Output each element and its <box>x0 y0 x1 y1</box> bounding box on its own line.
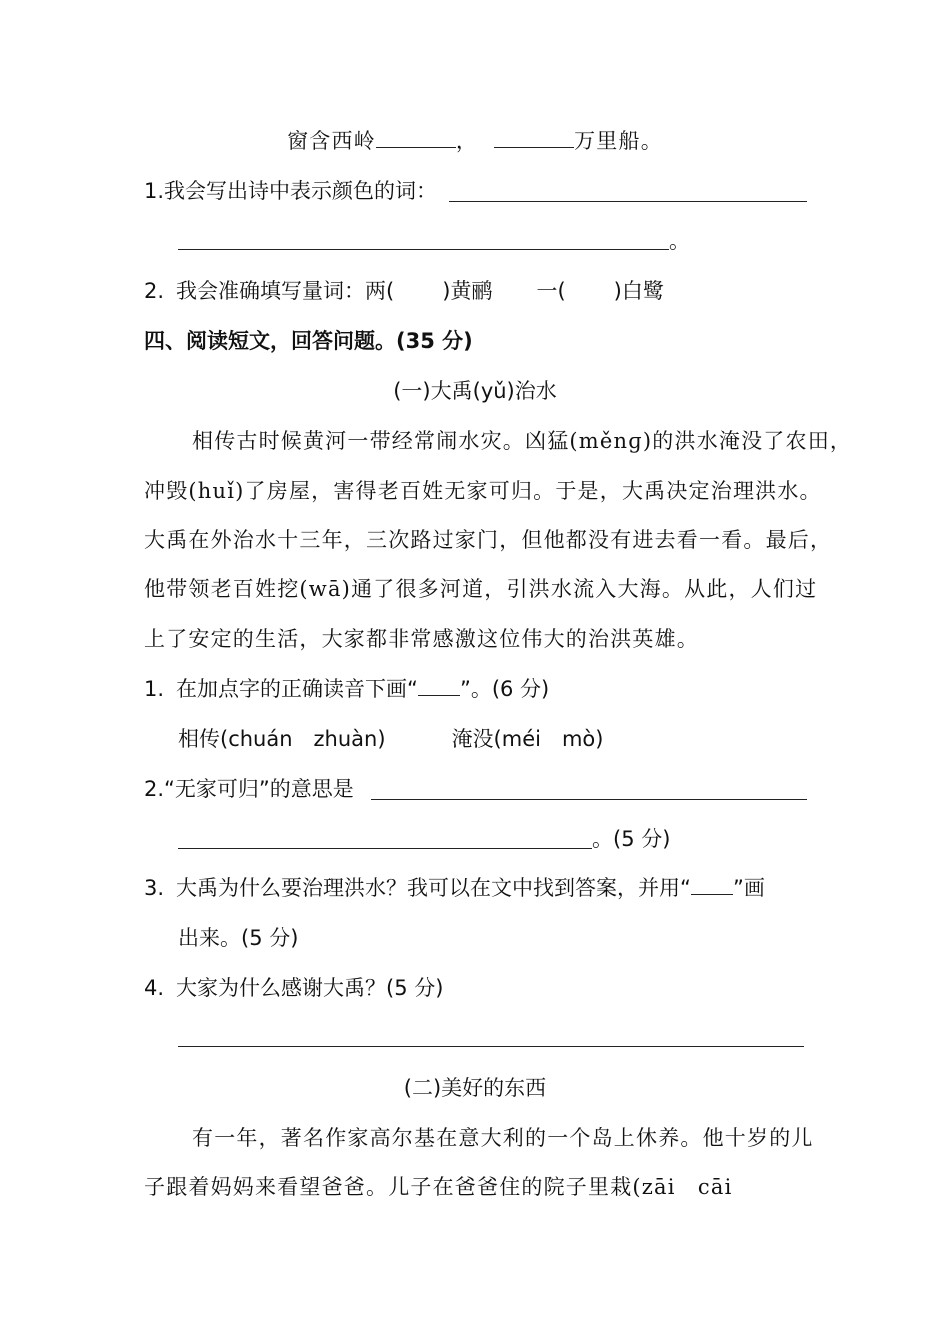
answer-line-end: 。 <box>669 229 690 253</box>
measure-blank-2: )白鹭 <box>613 279 664 303</box>
answer-blank[interactable] <box>494 127 574 148</box>
poem-sep: ， <box>455 129 479 153</box>
answer-line[interactable] <box>449 201 807 202</box>
answer-line[interactable] <box>371 799 807 800</box>
question-thanks: 4. 大家为什么感谢大禹？(5 分) <box>144 976 444 1000</box>
question-text: 我会准确填写量词：两( <box>176 279 395 303</box>
measure-blank-1: )黄鹂 <box>442 279 493 303</box>
question-colors <box>144 176 437 206</box>
poem-line <box>0 126 950 156</box>
passage-line: 有一年，著名作家高尔基在意大利的一个岛上休养。他十岁的儿 <box>192 1126 814 1150</box>
passage-line: 大禹在外治水十三年，三次路过家门，但他都没有进去看一看。最后， <box>144 528 833 552</box>
question-number: 2. <box>144 777 165 801</box>
underline-sample <box>418 675 460 696</box>
question-number: 2. <box>144 279 165 303</box>
question-pinyin: 1. 在加点字的正确读音下画“ ”。(6 分) <box>144 677 550 701</box>
option-a[interactable]: 相传(chuán zhuàn) <box>178 727 386 751</box>
answer-blank[interactable] <box>376 127 456 148</box>
option-b[interactable]: 淹没(méi mò) <box>451 727 604 751</box>
passage-title: (一)大禹(yǔ)治水 <box>393 379 557 403</box>
answer-line[interactable] <box>178 848 592 849</box>
passage-line: 他带领老百姓挖(wā)通了很多河道，引洪水流入大海。从此，人们过 <box>144 577 818 601</box>
answer-line[interactable] <box>178 1046 804 1047</box>
answer-line[interactable] <box>178 249 669 250</box>
question-number: 4. <box>144 976 165 1000</box>
passage-line: 冲毁(huǐ)了房屋，害得老百姓无家可归。于是，大禹决定治理洪水。 <box>144 479 822 503</box>
question-number: 1. <box>144 677 165 701</box>
question-number: 3. <box>144 876 165 900</box>
measure-part2: 一( <box>536 279 566 303</box>
question-text: 我会写出诗中表示颜色的词： <box>164 179 438 203</box>
question-continuation: 出来。(5 分) <box>178 926 299 950</box>
poem-left: 窗含西岭 <box>287 129 376 153</box>
passage-line: 上了安定的生活，大家都非常感激这位伟大的治洪英雄。 <box>144 627 699 651</box>
question-measure <box>144 276 664 306</box>
question-number: 1. <box>144 179 165 203</box>
passage-line: 子跟着妈妈来看望爸爸。儿子在爸爸住的院子里栽(zāi cāi <box>144 1175 733 1199</box>
passage-title: (二)美好的东西 <box>403 1076 547 1100</box>
question-why: 3. 大禹为什么要治理洪水？我可以在文中找到答案，并用“ ”画 <box>144 876 765 900</box>
passage-line: 相传古时候黄河一带经常闹水灾。凶猛(měnɡ)的洪水淹没了农田， <box>192 429 853 453</box>
underline-sample <box>691 874 733 895</box>
section-title: 四、阅读短文，回答问题。(35 分) <box>144 329 473 353</box>
answer-line-end: 。(5 分) <box>592 827 671 851</box>
poem-right: 万里船。 <box>574 129 663 153</box>
question-meaning: 2.“无家可归”的意思是 <box>144 777 354 801</box>
pinyin-options <box>178 724 603 754</box>
